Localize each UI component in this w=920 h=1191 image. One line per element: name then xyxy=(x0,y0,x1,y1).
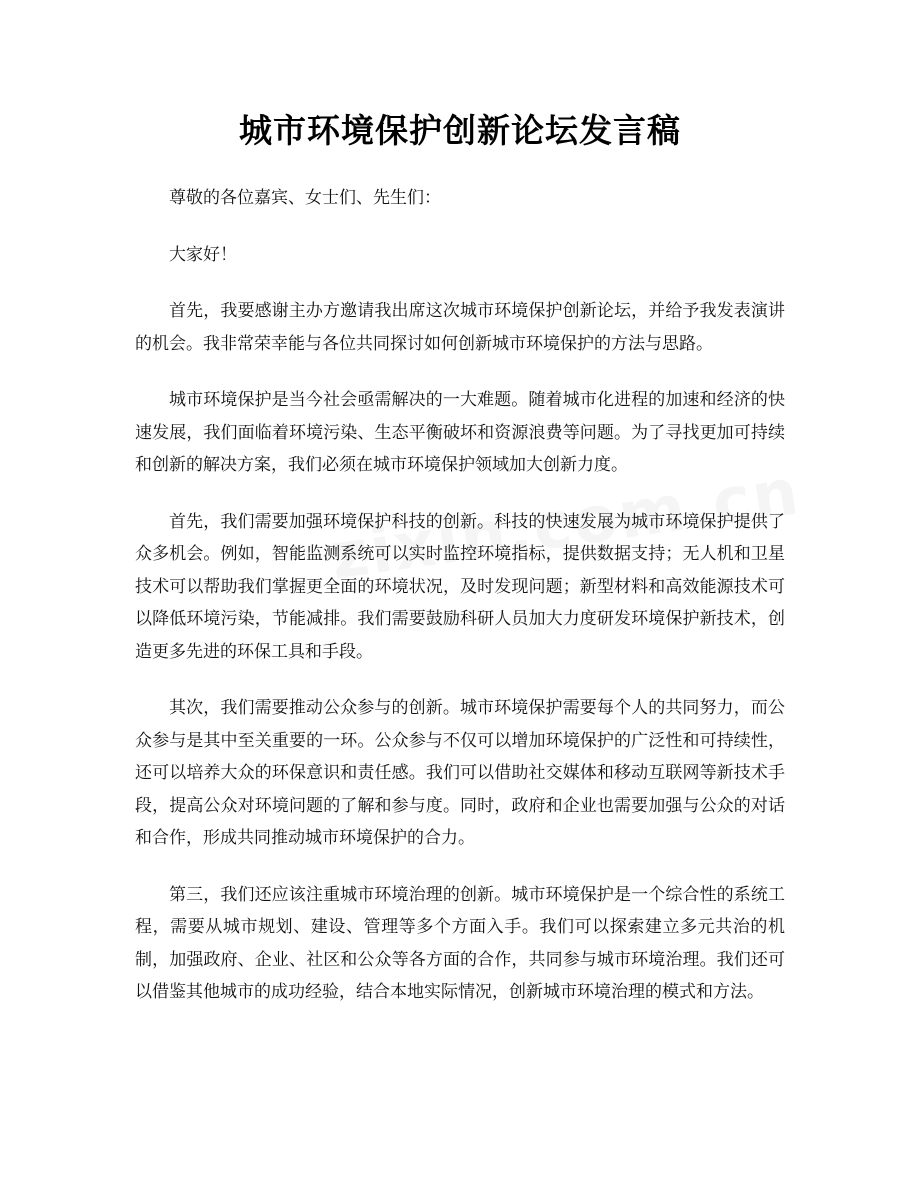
paragraph-technology: 首先，我们需要加强环境保护科技的创新。科技的快速发展为城市环境保护提供了众多机会。例如，智能监测系统可以实时监控环境指标，提供数据支持；无人机和卫星技术可以帮助我们掌握更全面的环境状况，及时发现问题；新型材料和高效能源技术可以降低环境污染，节能减排。我们需要鼓励科研人员加大力度研发环境保护新技术，创造更多先进的环保工具和手段。 xyxy=(135,511,785,662)
salutation: 尊敬的各位嘉宾、女士们、先生们： xyxy=(169,188,441,208)
document-title: 城市环境保护创新论坛发言稿 xyxy=(239,111,681,150)
paragraph-problem: 城市环境保护是当今社会亟需解决的一大难题。随着城市化进程的加速和经济的快速发展，我们面临着环境污染、生态平衡破坏和资源浪费等问题。为了寻找更加可持续和创新的解决方案，我们必须在城市环境保护领域加大创新力度。 xyxy=(135,390,785,475)
greeting: 大家好！ xyxy=(169,244,237,265)
document-body xyxy=(135,182,785,1033)
paragraph-thanks: 首先，我要感谢主办方邀请我出席这次城市环境保护创新论坛，并给予我发表演讲的机会。我非常荣幸能与各位共同探讨如何创新城市环境保护的方法与思路。 xyxy=(135,301,785,354)
paragraph-public-participation: 其次，我们需要推动公众参与的创新。城市环境保护需要每个人的共同努力，而公众参与是其中至关重要的一环。公众参与不仅可以增加环境保护的广泛性和可持续性，还可以培养大众的环保意识和责任感。我们可以借助社交媒体和移动互联网等新技术手段，提高公众对环境问题的了解和参与度。同时，政府和企业也需要加强与公众的对话和合作，形成共同推动城市环境保护的合力。 xyxy=(135,698,785,848)
paragraph-governance: 第三，我们还应该注重城市环境治理的创新。城市环境保护是一个综合性的系统工程，需要从城市规划、建设、管理等多个方面入手。我们可以探索建立多元共治的机制，加强政府、企业、社区和公众等各方面的合作，共同参与城市环境治理。我们还可以借鉴其他城市的成功经验，结合本地实际情况，创新城市环境治理的模式和方法。 xyxy=(135,884,785,1002)
